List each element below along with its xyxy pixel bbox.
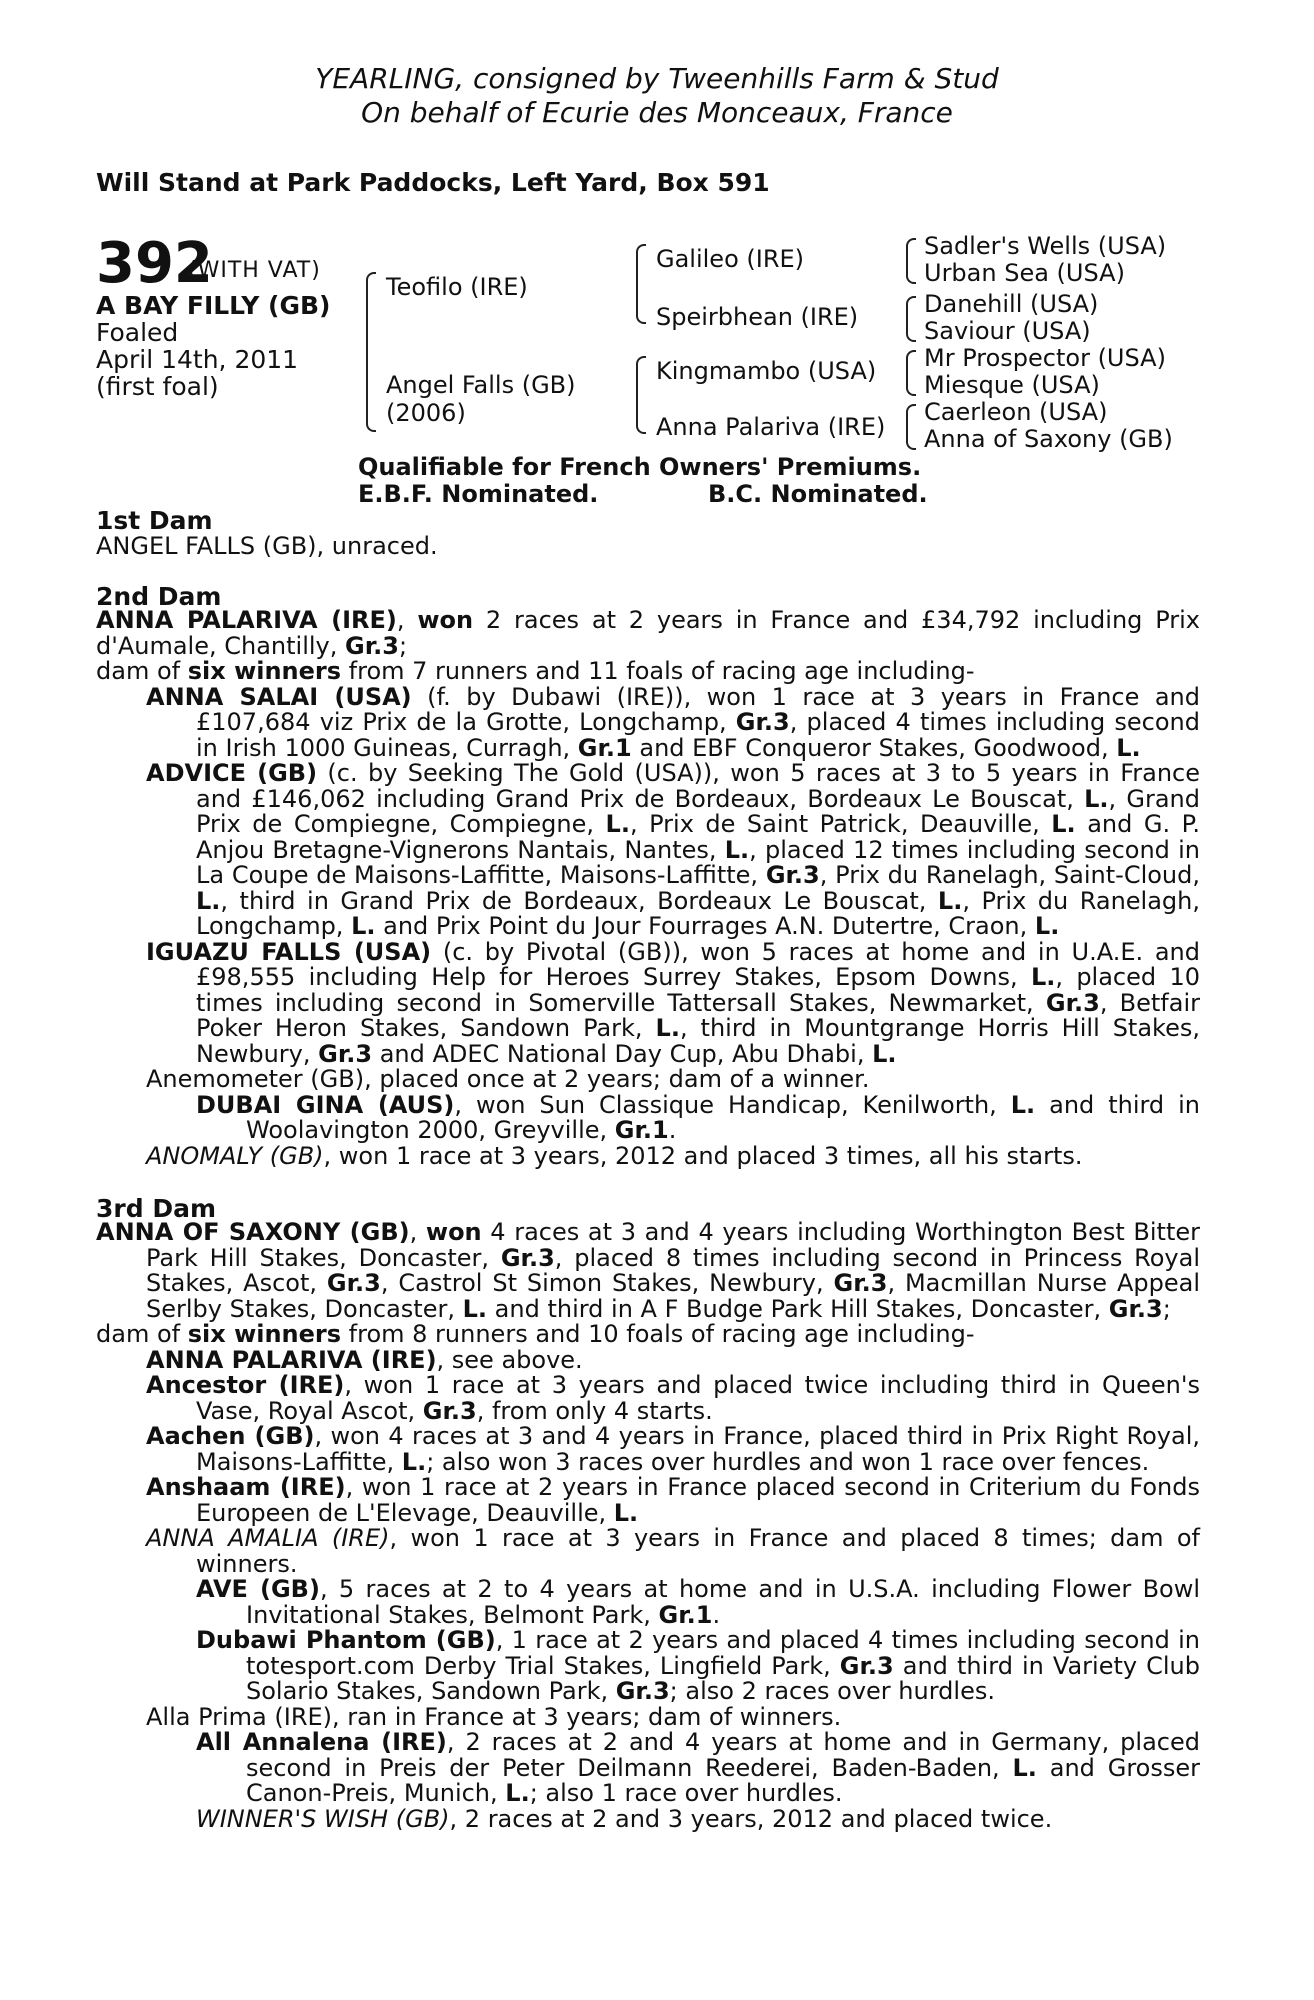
- lot-note: (first foal): [96, 372, 219, 401]
- header-line-1: YEARLING, consigned by Tweenhills Farm & Stud: [315, 62, 999, 95]
- pedigree-dam-dam: Anna Palariva (IRE): [656, 413, 886, 441]
- pedigree-g7: Caerleon (USA): [924, 398, 1108, 426]
- pedigree-dam-sire: Kingmambo (USA): [656, 357, 877, 385]
- pedigree-g2: Urban Sea (USA): [924, 259, 1125, 287]
- pedigree-brace-dam: [636, 356, 646, 434]
- pedigree-brace-main: [366, 272, 376, 432]
- first-dam-text: ANGEL FALLS (GB), unraced.: [96, 532, 438, 560]
- second-dam-produce: dam of six winners from 7 runners and 11 foals of racing age including-: [96, 657, 975, 685]
- pedigree-g1: Sadler's Wells (USA): [924, 232, 1167, 260]
- produce-aachen: Aachen (GB), won 4 races at 3 and 4 years in France, placed third in Prix Right Royal, Maisons-Laffitte, L.; also won 3 races over hurdles and won 1 race over fences.: [146, 1422, 1200, 1476]
- pedigree-sire-dam: Speirbhean (IRE): [656, 303, 859, 331]
- produce-anshaam: Anshaam (IRE), won 1 race at 2 years in France placed second in Criterium du Fonds Europeen de L'Elevage, Deauville, L.: [146, 1473, 1200, 1527]
- pedigree-brace-g4: [906, 404, 916, 450]
- foaled-date: April 14th, 2011: [96, 345, 299, 374]
- produce-anna-palariva: ANNA PALARIVA (IRE), see above.: [146, 1345, 583, 1374]
- third-dam-summary: ANNA OF SAXONY (GB), won 4 races at 3 and 4 years including Worthington Best Bitter Park Hill Stakes, Doncaster, Gr.3, placed 8 times including second in Princess Royal Stakes, Ascot, Gr.3, Castrol St Simon Stakes, Newbury, Gr.3, Macmillan Nurse Appeal Serlby Stakes, Doncaster, L. and third in A F Budge Park Hill Stakes, Doncaster, Gr.3;: [96, 1218, 1201, 1323]
- lot-name: A BAY FILLY (GB): [96, 291, 331, 320]
- pedigree-g5: Mr Prospector (USA): [924, 344, 1166, 372]
- third-dam-produce: dam of six winners from 8 runners and 10 foals of racing age including-: [96, 1320, 975, 1348]
- produce-iguazu-falls: IGUAZU FALLS (USA) (c. by Pivotal (GB)), won 5 races at home and in U.A.E. and £98,555 including Help for Heroes Surrey Stakes, Epsom Downs, L., placed 10 times including second in Somerville Tattersall Stakes, Newmarket, Gr.3, Betfair Poker Heron Stakes, Sandown Park, L., third in Mountgrange Horris Hill Stakes, Newbury, Gr.3 and ADEC National Day Cup, Abu Dhabi, L.: [146, 937, 1200, 1068]
- header-line-2: On behalf of Ecurie des Monceaux, France: [361, 96, 953, 129]
- pedigree-g4: Saviour (USA): [924, 317, 1091, 345]
- third-dam-body: [96, 1220, 1200, 1832]
- pedigree-g3: Danehill (USA): [924, 290, 1099, 318]
- lot-vat: (WITH VAT): [188, 258, 321, 283]
- pedigree-brace-g1: [906, 238, 916, 284]
- produce-alla-prima: Alla Prima (IRE), ran in France at 3 years; dam of winners.: [146, 1702, 842, 1731]
- second-dam-body: [96, 608, 1200, 1169]
- produce-advice: ADVICE (GB) (c. by Seeking The Gold (USA)), won 5 races at 3 to 5 years in France and £146,062 including Grand Prix de Bordeaux, Bordeaux Le Bouscat, L., Grand Prix de Compiegne, Compiegne, L., Prix de Saint Patrick, Deauville, L. and G. P. Anjou Bretagne-Vignerons Nantais, Nantes, L., placed 12 times including second in La Coupe de Maisons-Laffitte, Maisons-Laffitte, Gr.3, Prix du Ranelagh, Saint-Cloud, L., third in Grand Prix de Bordeaux, Bordeaux Le Bouscat, L., Prix du Ranelagh, Longchamp, L. and Prix Point du Jour Fourrages A.N. Dutertre, Craon, L.: [146, 759, 1201, 940]
- premiums-note: Qualifiable for French Owners' Premiums.: [358, 453, 922, 481]
- pedigree-brace-g2: [906, 296, 916, 342]
- pedigree-g6: Miesque (USA): [924, 371, 1100, 399]
- pedigree-dam-year: (2006): [386, 399, 466, 427]
- produce-anna-amalia: ANNA AMALIA (IRE), won 1 race at 3 years in France and placed 8 times; dam of winners.: [146, 1524, 1200, 1578]
- third-dam-title: 3rd Dam: [96, 1194, 216, 1223]
- produce-dubawi-phantom: Dubawi Phantom (GB), 1 race at 2 years and placed 4 times including second in totesport.com Derby Trial Stakes, Lingfield Park, Gr.3 and third in Variety Club Solario Stakes, Sandown Park, Gr.3; also 2 races over hurdles.: [196, 1626, 1201, 1705]
- pedigree-brace-sire: [636, 244, 646, 324]
- pedigree-brace-g3: [906, 350, 916, 396]
- pedigree-g8: Anna of Saxony (GB): [924, 425, 1173, 453]
- produce-all-annalena: All Annalena (IRE), 2 races at 2 and 4 years at home and in Germany, placed second in Preis der Peter Deilmann Reederei, Baden-Baden, L. and Grosser Canon-Preis, Munich, L.; also 1 race over hurdles.: [196, 1728, 1200, 1807]
- produce-ave: AVE (GB), 5 races at 2 to 4 years at home and in U.S.A. including Flower Bowl Invitational Stakes, Belmont Park, Gr.1.: [196, 1575, 1201, 1629]
- produce-anomaly: ANOMALY (GB), won 1 race at 3 years, 2012 and placed 3 times, all his starts.: [146, 1141, 1083, 1170]
- produce-anemometer: Anemometer (GB), placed once at 2 years; dam of a winner.: [146, 1065, 870, 1093]
- produce-winners-wish: WINNER'S WISH (GB), 2 races at 2 and 3 years, 2012 and placed twice.: [196, 1804, 1053, 1833]
- ebf-nominated: E.B.F. Nominated.: [358, 480, 599, 508]
- foaled-label: Foaled: [96, 318, 179, 347]
- first-dam-title: 1st Dam: [96, 506, 213, 535]
- second-dam-title: 2nd Dam: [96, 582, 222, 611]
- pedigree-dam: Angel Falls (GB): [386, 371, 576, 399]
- produce-dubai-gina: DUBAI GINA (AUS), won Sun Classique Handicap, Kenilworth, L. and third in Woolavington 2000, Greyville, Gr.1.: [196, 1090, 1200, 1144]
- produce-anna-salai: ANNA SALAI (USA) (f. by Dubawi (IRE)), won 1 race at 3 years in France and £107,684 viz Prix de la Grotte, Longchamp, Gr.3, placed 4 times including second in Irish 1000 Guineas, Curragh, Gr.1 and EBF Conqueror Stakes, Goodwood, L.: [146, 682, 1201, 762]
- bc-nominated: B.C. Nominated.: [708, 480, 928, 508]
- second-dam-summary: ANNA PALARIVA (IRE), won 2 races at 2 years in France and £34,792 including Prix d'Aumale, Chantilly, Gr.3;: [96, 606, 1200, 660]
- produce-ancestor: Ancestor (IRE), won 1 race at 3 years and placed twice including third in Queen's Vase, Royal Ascot, Gr.3, from only 4 starts.: [146, 1371, 1200, 1425]
- pedigree-sire-sire: Galileo (IRE): [656, 245, 805, 273]
- pedigree-sire: Teofilo (IRE): [386, 273, 528, 301]
- lot-number: 392: [96, 231, 213, 296]
- stand-location: Will Stand at Park Paddocks, Left Yard, Box 591: [96, 168, 770, 197]
